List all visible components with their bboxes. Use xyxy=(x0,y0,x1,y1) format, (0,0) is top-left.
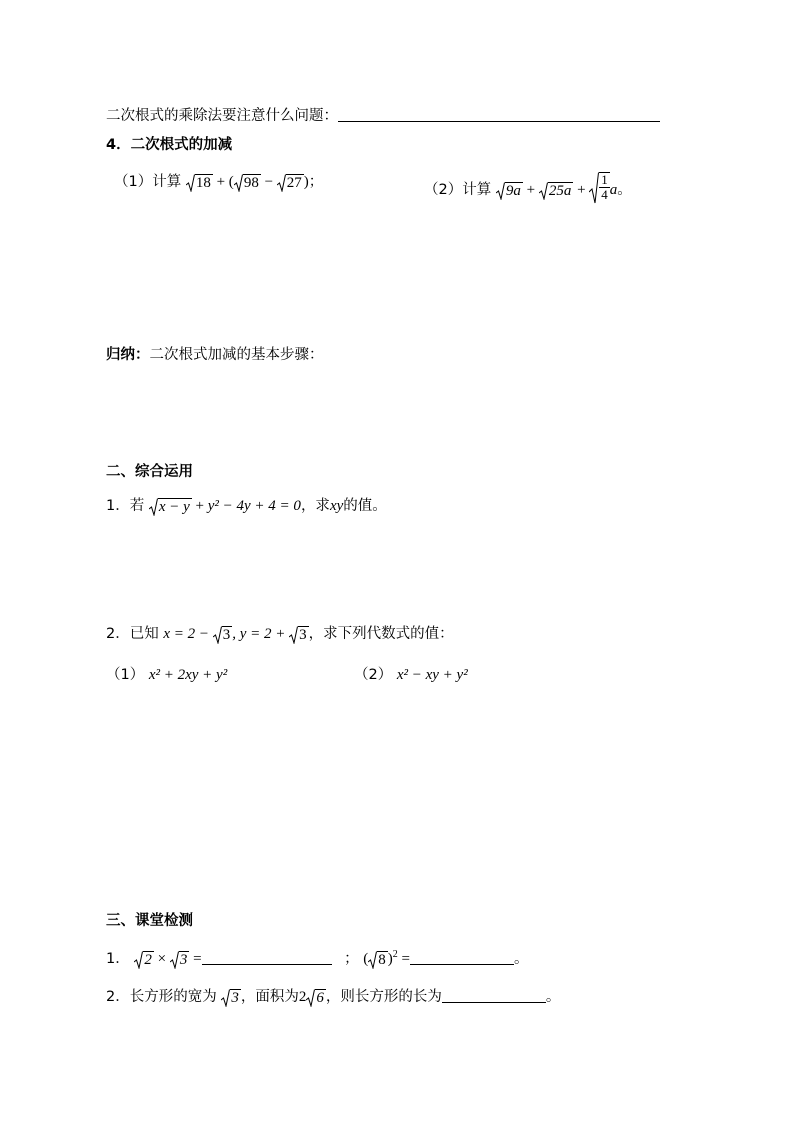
part2-question2: 2．已知 x = 2 − 3 , y = 2 + 3 ，求下列代数式的值： xyxy=(106,626,454,643)
q2-given: x = 2 − 3 , y = 2 + 3 xyxy=(163,626,307,643)
sqrt-9a: 9a xyxy=(496,182,523,200)
problem2-end: 。 xyxy=(617,182,632,198)
q1-power: ( 8 )$^2$ = xyxy=(363,949,410,968)
problem1-end: ； xyxy=(308,174,324,190)
part2-q2-subparts: （1） x² + 2xy + y² xyxy=(106,667,228,683)
sqrt-25a: 25a xyxy=(539,182,574,200)
sqrt-quarter: $\frac{1}{4}$ xyxy=(589,172,610,204)
part3-question2: 2．长方形的宽为 3 ，面积为2 6 ，则长方形的长为 。 xyxy=(106,989,561,1006)
part2-q2-subpart2: （2） x² − xy + y² xyxy=(354,667,468,683)
q3-followup-line xyxy=(106,106,660,126)
summary-line xyxy=(106,345,324,365)
answer-blank[interactable] xyxy=(442,988,546,1003)
sqrt-3: 3 xyxy=(213,626,233,644)
sqrt-3: 3 xyxy=(170,951,190,969)
q1-equation: x − y + y² − 4y + 4 = 0 xyxy=(149,498,301,514)
problem1-label: （1）计算 xyxy=(114,174,182,190)
problem2 xyxy=(424,172,632,204)
q1-product: 2 × 3 = xyxy=(134,951,201,967)
summary-text: 二次根式加减的基本步骤： xyxy=(149,347,324,363)
two-sqrt-6: 2 6 xyxy=(298,989,324,1006)
problem2-label: （2）计算 xyxy=(424,182,492,198)
answer-blank[interactable] xyxy=(338,107,660,122)
problem2-expression: 9a + 25a + $\frac{1}{4}$ a xyxy=(496,182,617,198)
problem1-expression: 18 + ( 98 − 27 ) xyxy=(186,174,309,190)
summary-label: 归纳： xyxy=(106,347,150,363)
sqrt-2: 2 xyxy=(134,951,154,969)
sqrt-27: 27 xyxy=(277,174,304,192)
sqrt-3: 3 xyxy=(289,626,309,644)
sqrt-8: 8 xyxy=(368,951,388,969)
section4-problems xyxy=(114,172,323,192)
section-title: 4．二次根式的加减 xyxy=(106,137,233,153)
answer-blank[interactable] xyxy=(410,950,514,965)
answer-blank[interactable] xyxy=(202,950,332,965)
part3-title: 三、课堂检测 xyxy=(106,913,193,929)
part2-question1: 1．若 x − y + y² − 4y + 4 = 0，求xy的值。 xyxy=(106,498,387,515)
sqrt-x-minus-y: x − y xyxy=(149,498,192,516)
q3-followup-text: 二次根式的乘除法要注意什么问题： xyxy=(106,108,338,124)
sqrt-3: 3 xyxy=(221,989,241,1005)
sqrt-98: 98 xyxy=(234,174,261,192)
part2-title: 二、综合运用 xyxy=(106,464,193,480)
part3-question1: 1． 2 × 3 = ； ( 8 )$^2$ = 。 xyxy=(106,949,529,968)
sqrt-18: 18 xyxy=(186,174,213,192)
